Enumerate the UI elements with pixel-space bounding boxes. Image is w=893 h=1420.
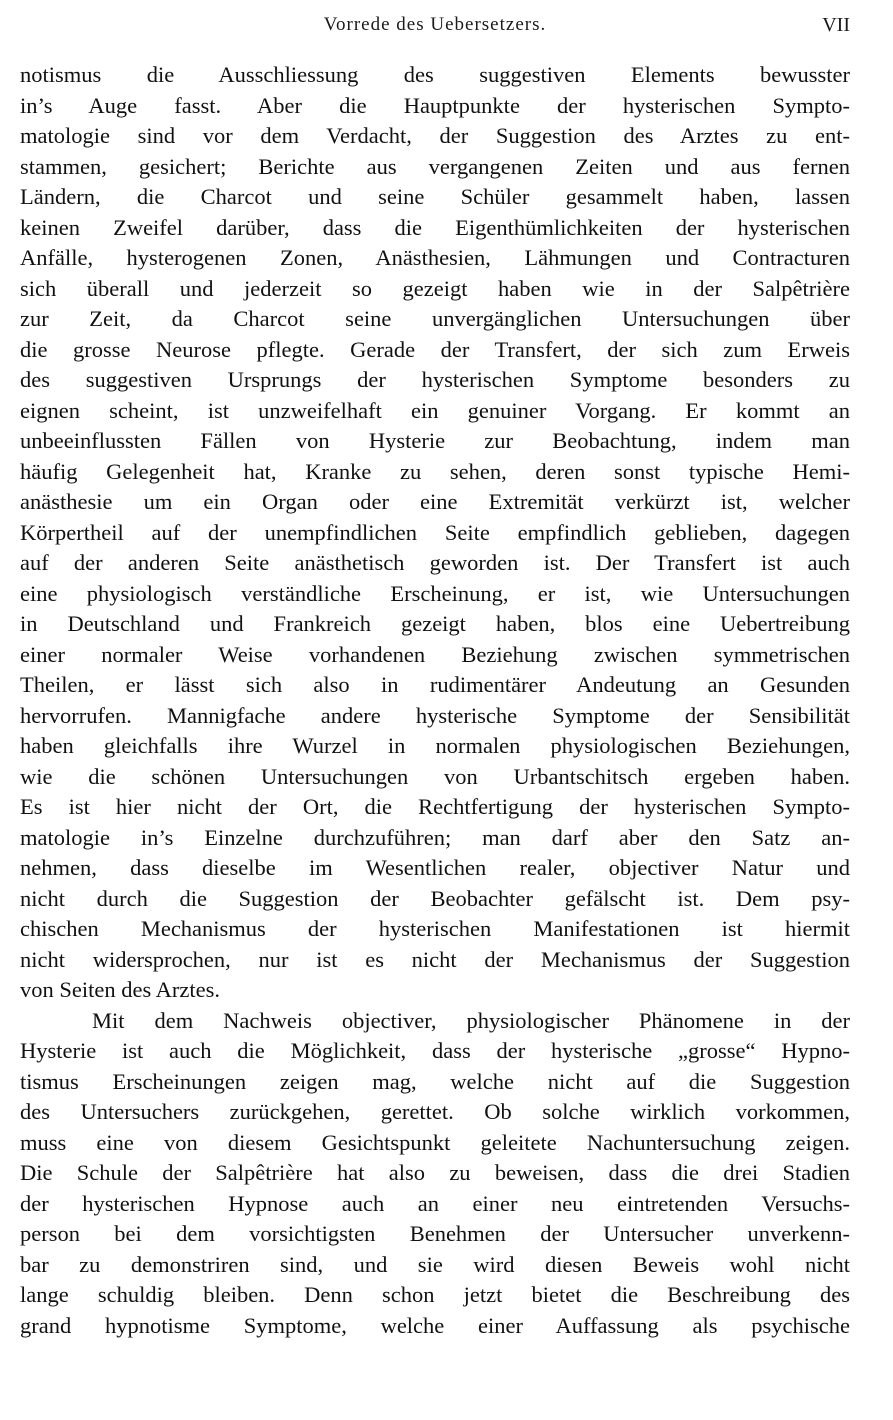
text-line: Hysterie ist auch die Möglichkeit, dass der hysterische „grosse“ Hypno- — [20, 1038, 850, 1063]
text-line: bar zu demonstriren sind, und sie wird diesen Beweis wohl nicht — [20, 1251, 850, 1277]
text-line: Die Schule der Salpêtrière hat also zu beweisen, dass die drei Stadien — [20, 1160, 850, 1185]
text-line: die grosse Neurose pflegte. Gerade der Transfert, der sich zum Erweis — [20, 336, 850, 362]
text-line: grand hypnotisme Symptome, welche einer Auffassung als psychische — [20, 1312, 850, 1338]
paragraph — [20, 1006, 850, 1342]
text-line: unbeeinflussten Fällen von Hysterie zur Beobachtung, indem man — [20, 428, 850, 453]
text-line: des suggestiven Ursprungs der hysterischen Symptome besonders zu — [20, 367, 850, 392]
text-line: tismus Erscheinungen zeigen mag, welche nicht auf die Suggestion — [20, 1068, 850, 1094]
text-line: wie die schönen Untersuchungen von Urbantschitsch ergeben haben. — [20, 763, 850, 789]
text-line: anästhesie um ein Organ oder eine Extremität verkürzt ist, welcher — [20, 489, 850, 514]
paragraph — [20, 60, 850, 1006]
text-line: stammen, gesichert; Berichte aus vergangenen Zeiten und aus fernen — [20, 153, 850, 179]
text-line: häufig Gelegenheit hat, Kranke zu sehen, deren sonst typische Hemi- — [20, 458, 850, 484]
text-line: auf der anderen Seite anästhetisch geworden ist. Der Transfert ist auch — [20, 550, 850, 575]
text-line: nicht durch die Suggestion der Beobachter gefälscht ist. Dem psy- — [20, 885, 850, 911]
text-line: chischen Mechanismus der hysterischen Manifestationen ist hiermit — [20, 916, 850, 941]
text-line: der hysterischen Hypnose auch an einer neu eintretenden Versuchs- — [20, 1190, 850, 1216]
body-text — [20, 60, 850, 1341]
text-line: haben gleichfalls ihre Wurzel in normalen physiologischen Beziehungen, — [20, 733, 850, 758]
text-line: eine physiologisch verständliche Erscheinung, er ist, wie Untersuchungen — [20, 580, 850, 606]
text-line: notismus die Ausschliessung des suggestiven Elements bewusster — [20, 62, 850, 87]
text-line: hervorrufen. Mannigfache andere hysterische Symptome der Sensibilität — [20, 702, 850, 728]
text-line: einer normaler Weise vorhandenen Beziehung zwischen symmetrischen — [20, 641, 850, 667]
text-line: nehmen, dass dieselbe im Wesentlichen realer, objectiver Natur und — [20, 855, 850, 880]
text-line: matologie sind vor dem Verdacht, der Suggestion des Arztes zu ent- — [20, 123, 850, 148]
text-line: matologie in’s Einzelne durchzuführen; man darf aber den Satz an- — [20, 824, 850, 850]
text-line: von Seiten des Arztes. — [20, 977, 220, 1002]
text-line: muss eine von diesem Gesichtspunkt geleitete Nachuntersuchung zeigen. — [20, 1129, 850, 1155]
text-line: Körpertheil auf der unempfindlichen Seite empfindlich geblieben, dagegen — [20, 519, 850, 545]
text-line: des Untersuchers zurückgehen, gerettet. Ob solche wirklich vorkommen, — [20, 1099, 850, 1124]
text-line: in Deutschland und Frankreich gezeigt haben, blos eine Uebertreibung — [20, 611, 850, 636]
text-line: Ländern, die Charcot und seine Schüler gesammelt haben, lassen — [20, 184, 850, 209]
text-line: Mit dem Nachweis objectiver, physiologischer Phänomene in der — [92, 1007, 850, 1033]
text-line: nicht widersprochen, nur ist es nicht der Mechanismus der Suggestion — [20, 946, 850, 972]
page-number: VII — [822, 14, 850, 36]
text-line: lange schuldig bleiben. Denn schon jetzt bietet die Beschreibung des — [20, 1282, 850, 1307]
text-line: eignen scheint, ist unzweifelhaft ein genuiner Vorgang. Er kommt an — [20, 397, 850, 423]
text-line: sich überall und jederzeit so gezeigt haben wie in der Salpêtrière — [20, 275, 850, 301]
running-head: Vorrede des Uebersetzers. — [323, 14, 547, 35]
text-line: Theilen, er lässt sich also in rudimentärer Andeutung an Gesunden — [20, 672, 850, 697]
text-line: Anfälle, hysterogenen Zonen, Anästhesien, Lähmungen und Contracturen — [20, 245, 850, 270]
text-line: Es ist hier nicht der Ort, die Rechtfertigung der hysterischen Sympto- — [20, 794, 850, 819]
text-line: person bei dem vorsichtigsten Benehmen der Untersucher unverkenn- — [20, 1221, 850, 1246]
text-line: keinen Zweifel darüber, dass die Eigenthümlichkeiten der hysterischen — [20, 214, 850, 240]
text-line: zur Zeit, da Charcot seine unvergänglichen Untersuchungen über — [20, 306, 850, 331]
text-line: in’s Auge fasst. Aber die Hauptpunkte der hysterischen Sympto- — [20, 92, 850, 118]
page-header — [20, 14, 850, 42]
